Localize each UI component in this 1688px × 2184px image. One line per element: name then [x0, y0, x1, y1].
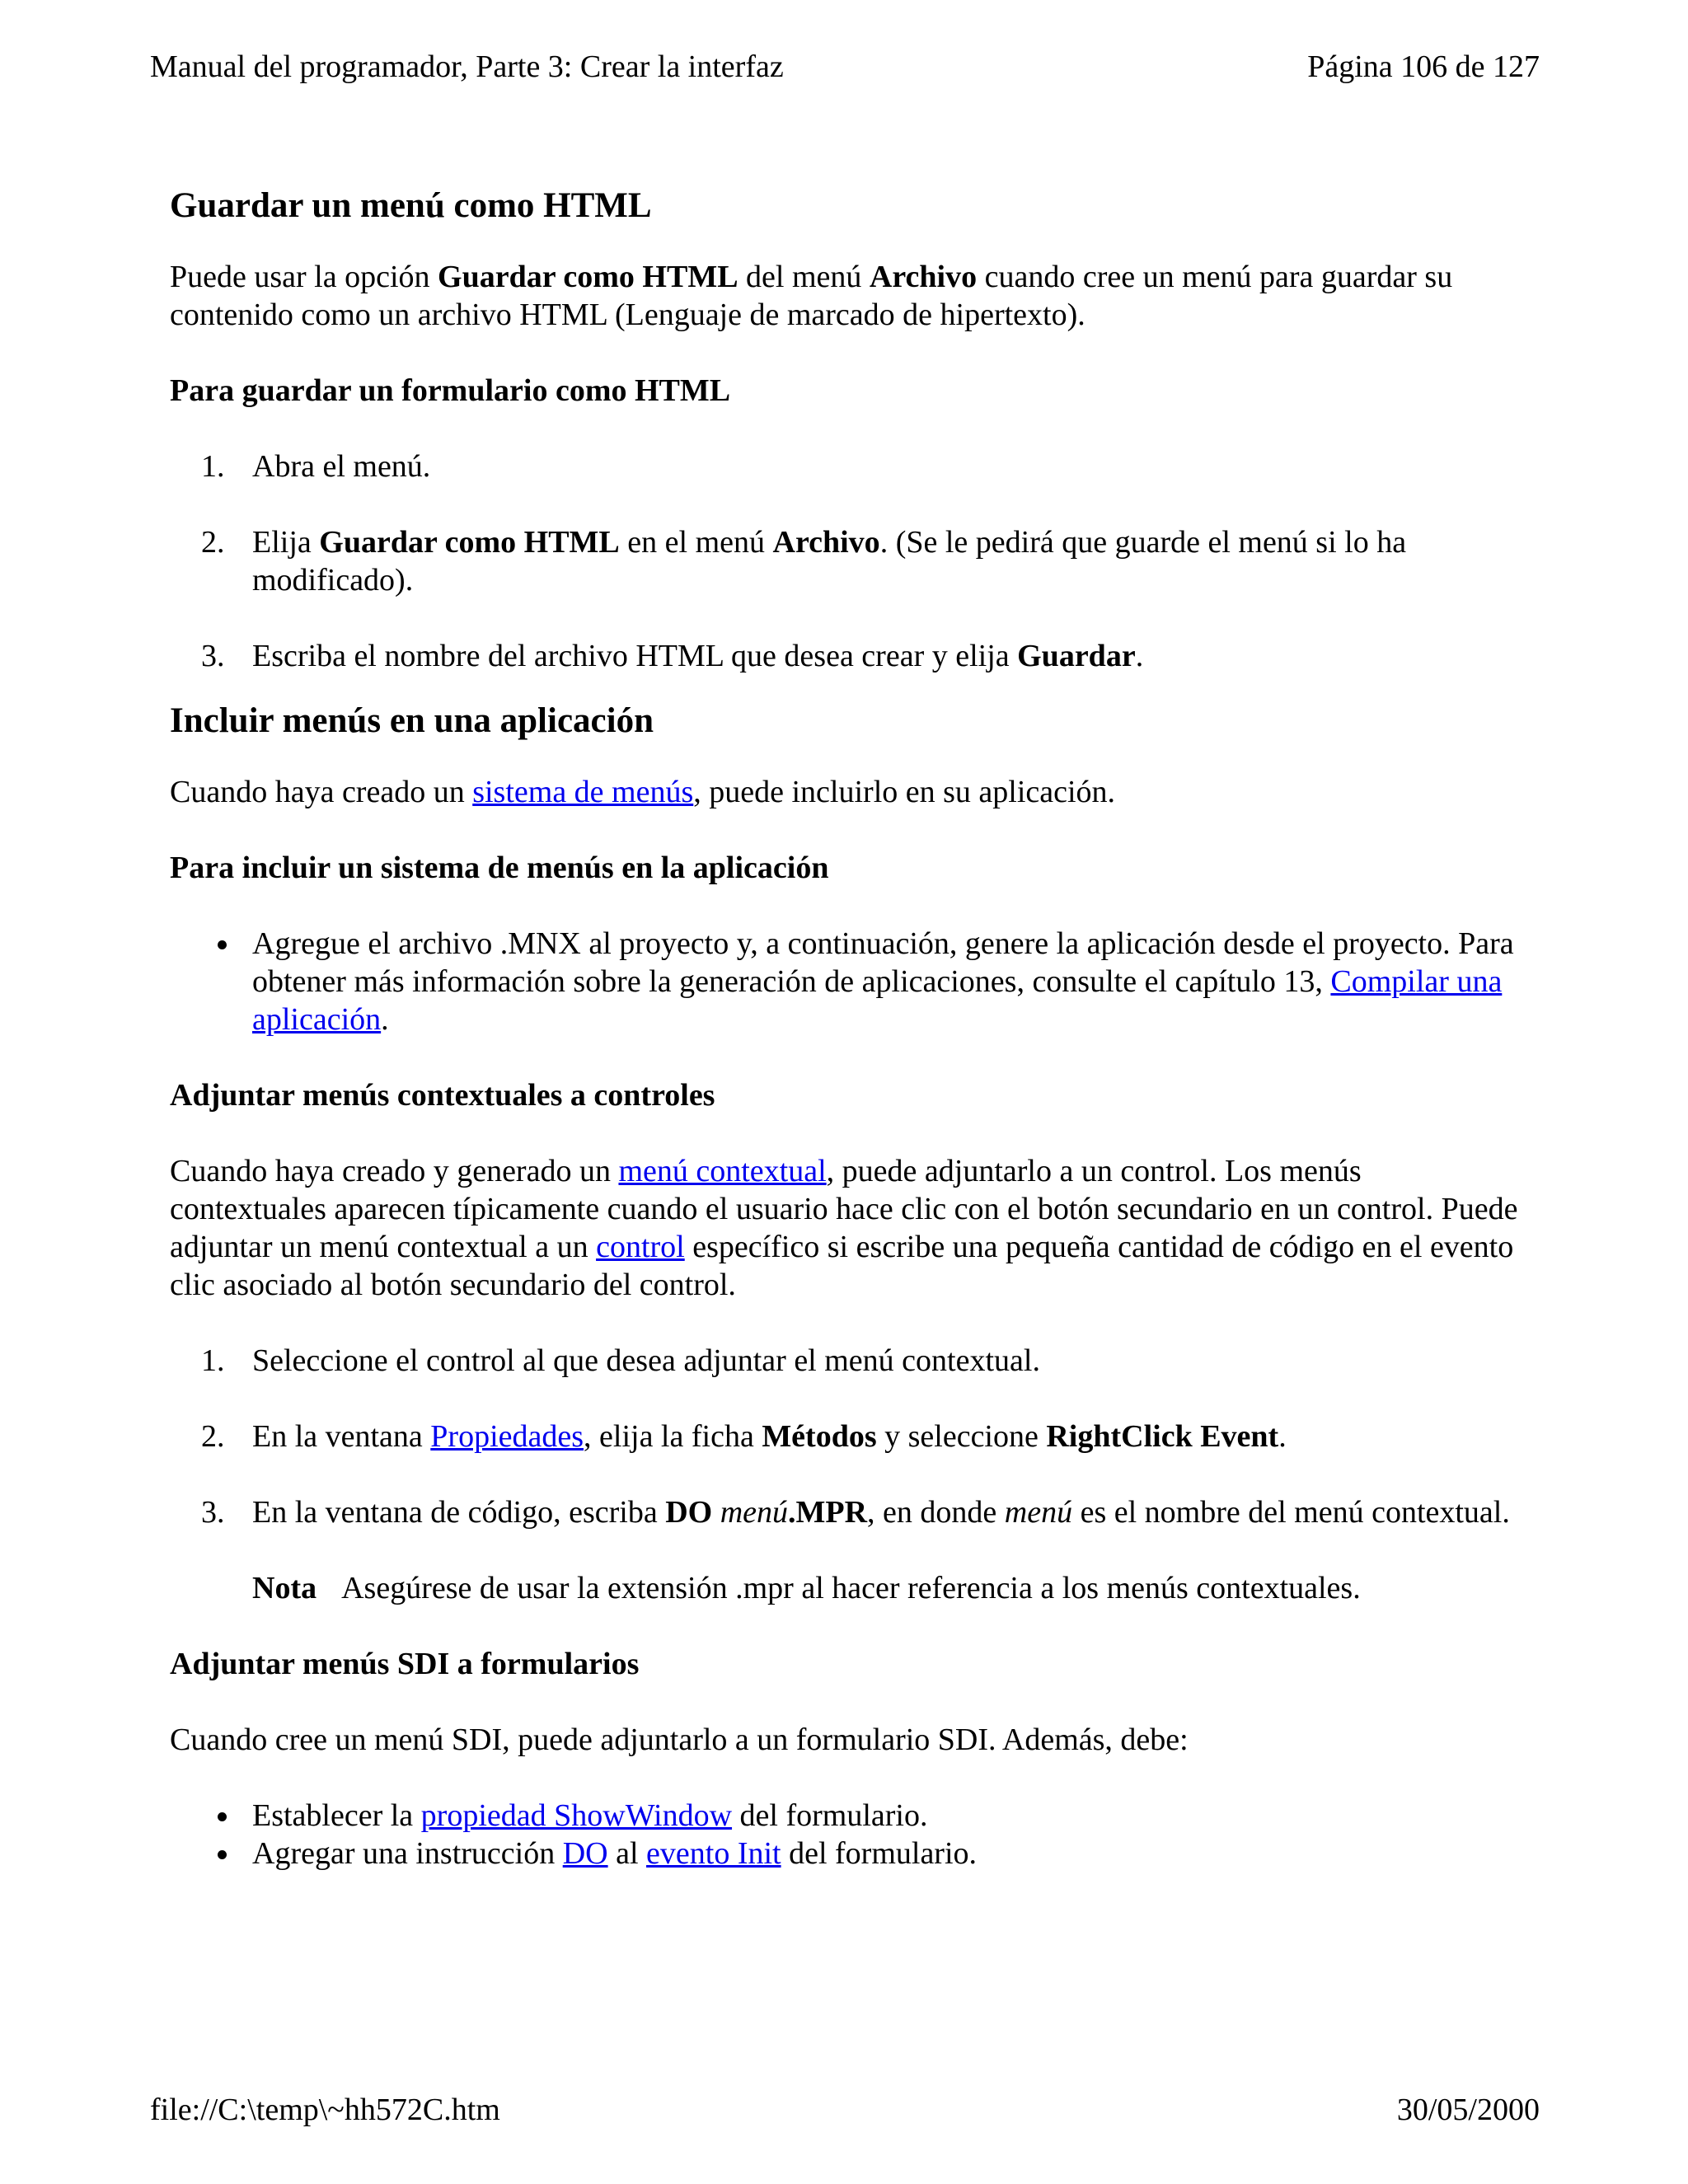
bullet-item: Agregar una instrucción DO al evento Init del formulario.	[170, 1835, 1522, 1872]
bullet-icon	[218, 1850, 227, 1859]
document-content	[170, 185, 1522, 1910]
bullet-icon	[218, 1812, 227, 1821]
step-item: 3. En la ventana de código, escriba DO menú.MPR, en donde menú es el nombre del menú contextual.	[201, 1495, 1510, 1530]
step-item: 2. En la ventana Propiedades, elija la ficha Métodos y seleccione RightClick Event.	[201, 1419, 1287, 1454]
step-item: 1. Seleccione el control al que desea adjuntar el menú contextual.	[201, 1343, 1040, 1378]
document-title: Manual del programador, Parte 3: Crear la interfaz	[150, 49, 784, 84]
bullets-sdi-requirements	[170, 1797, 1522, 1872]
steps-attach-context-menu	[170, 1342, 1522, 1531]
section-heading-save-html: Guardar un menú como HTML	[170, 186, 652, 225]
paragraph-sdi-intro: Cuando cree un menú SDI, puede adjuntarlo a un formulario SDI. Además, debe:	[170, 1722, 1189, 1757]
link-compile-application[interactable]: Compilar una aplicación	[252, 964, 1503, 1037]
paragraph-include-menus-intro: Cuando haya creado un sistema de menús, puede incluirlo en su aplicación.	[170, 775, 1116, 809]
link-context-menu[interactable]: menú contextual	[618, 1154, 827, 1188]
heading-attach-sdi-menus: Adjuntar menús SDI a formularios	[170, 1647, 640, 1681]
paragraph-context-menus-intro: Cuando haya creado y generado un menú contextual, puede adjuntarlo a un control. Los menús contextuales aparecen típicamente cuando el usuario hace clic con el botón secundario en un control. Puede adjuntar un menú contextual a un control específico si escribe una pequeña cantidad de código en el evento clic asociado al botón secundario del control.	[170, 1154, 1518, 1302]
bullet-item: Agregue el archivo .MNX al proyecto y, a continuación, genere la aplicación desde el proyecto. Para obtener más información sobre la generación de aplicaciones, consulte el capítulo 13, Compilar una aplicación.	[170, 925, 1522, 1038]
step-item: 2. Elija Guardar como HTML en el menú Archivo. (Se le pedirá que guarde el menú si lo ha modificado).	[201, 525, 1407, 598]
link-showwindow-property[interactable]: propiedad ShowWindow	[420, 1798, 733, 1833]
file-path: file://C:\temp\~hh572C.htm	[150, 2093, 500, 2127]
bullets-include-menus	[170, 925, 1522, 1038]
link-properties[interactable]: Propiedades	[430, 1419, 584, 1454]
procedure-heading-include-menu-system: Para incluir un sistema de menús en la aplicación	[170, 851, 829, 885]
bullet-icon	[218, 940, 227, 949]
steps-save-html	[170, 448, 1522, 675]
note-label: Nota	[252, 1571, 317, 1605]
section-heading-include-menus: Incluir menús en una aplicación	[170, 701, 654, 740]
link-do-command[interactable]: DO	[562, 1836, 608, 1871]
link-menu-system[interactable]: sistema de menús	[472, 775, 694, 809]
bullet-item: Establecer la propiedad ShowWindow del formulario.	[170, 1797, 1522, 1835]
link-init-event[interactable]: evento Init	[646, 1836, 781, 1871]
link-control[interactable]: control	[596, 1230, 685, 1264]
page-header	[150, 49, 1540, 85]
page-footer	[150, 2092, 1540, 2128]
heading-attach-context-menus: Adjuntar menús contextuales a controles	[170, 1078, 715, 1113]
page-number: Página 106 de 127	[1307, 49, 1540, 84]
step-item: 3. Escriba el nombre del archivo HTML que desea crear y elija Guardar.	[201, 639, 1144, 673]
print-date: 30/05/2000	[1396, 2093, 1540, 2127]
procedure-heading-save-form: Para guardar un formulario como HTML	[170, 373, 731, 408]
step-item: 1. Abra el menú.	[201, 449, 431, 484]
note	[170, 1569, 1522, 1607]
paragraph-save-html-intro: Puede usar la opción Guardar como HTML del menú Archivo cuando cree un menú para guardar su contenido como un archivo HTML (Lenguaje de marcado de hipertexto).	[170, 260, 1453, 332]
note-text: Asegúrese de usar la extensión .mpr al hacer referencia a los menús contextuales.	[341, 1571, 1361, 1605]
